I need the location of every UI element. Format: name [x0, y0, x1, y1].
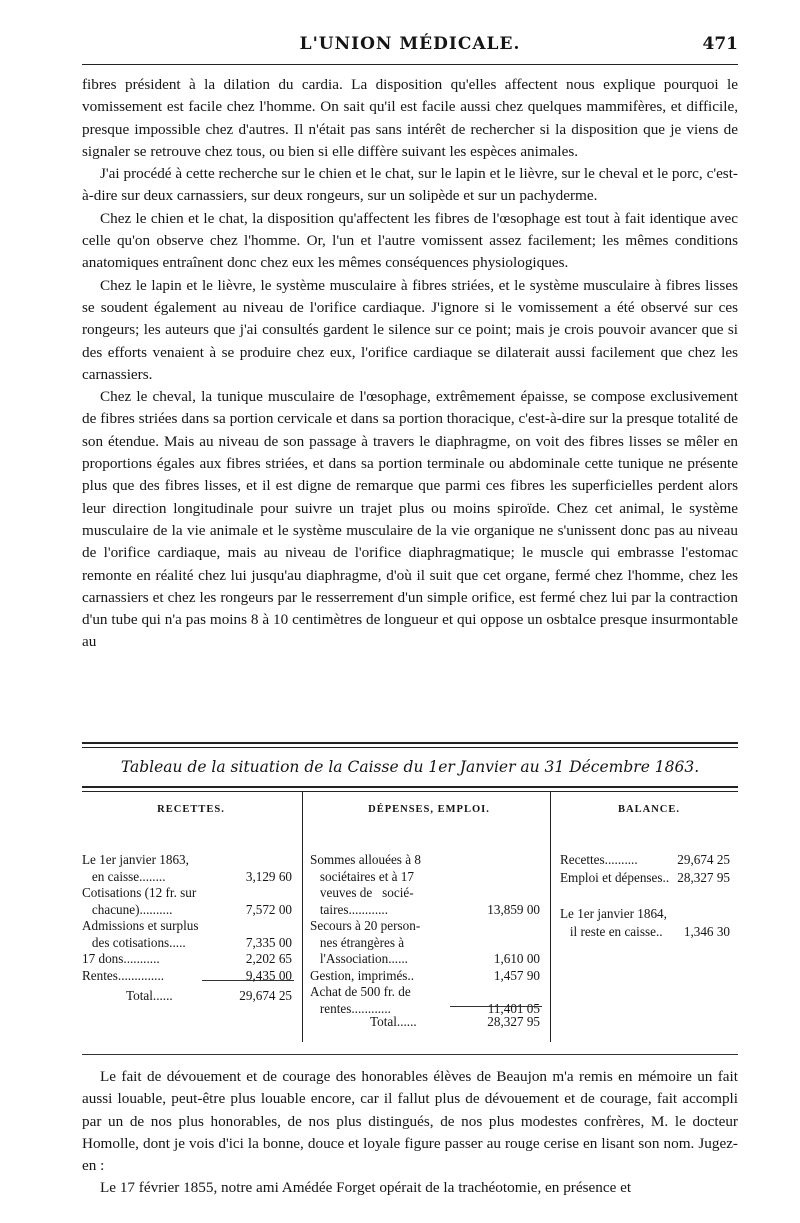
table-row: [310, 885, 548, 903]
row-label: Le 1er janvier 1863,: [82, 852, 189, 867]
table-row: [82, 935, 300, 953]
table-row: [82, 968, 300, 986]
table-row: [560, 924, 738, 942]
row-value: 28,327 95: [677, 870, 730, 885]
table-row: [82, 951, 300, 969]
cash-table: [82, 792, 738, 1042]
column-divider: [302, 792, 303, 1042]
total-label: Total......: [370, 1014, 417, 1029]
recettes-heading: RECETTES.: [157, 804, 225, 815]
balance-heading: BALANCE.: [618, 804, 680, 815]
table-row: [310, 852, 548, 870]
article-body: [82, 74, 738, 654]
balance-column: [560, 792, 738, 1042]
table-row: [560, 852, 738, 870]
recettes-column: [82, 792, 300, 1042]
row-label: veuves de socié-: [310, 885, 414, 900]
row-value: 7,572 00: [245, 901, 292, 917]
row-value: 1,610 00: [493, 951, 540, 966]
total-value: 29,674 25: [239, 988, 292, 1003]
row-label: sociétaires et à 17: [310, 868, 414, 884]
row-label: Cotisations (12 fr. sur: [82, 885, 197, 900]
row-value: 7,335 00: [245, 934, 292, 950]
row-label: Achat de 500 fr. de: [310, 984, 411, 999]
row-label: Secours à 20 person-: [310, 918, 421, 933]
row-value: 2,202 65: [245, 951, 292, 966]
table-row: [560, 888, 738, 906]
paragraph: Chez le chien et le chat, la disposition qu'affectent les fibres de l'œsophage est tout à fait identique avec celle qu'on observe chez l'homme. Or, l'un et l'autre vomissent assez facilement; les mêmes conditions anatomiques entraînent donc chez eux les mêmes conséquences physiologiques.: [82, 209, 738, 272]
paragraph: Chez le cheval, la tunique musculaire de l'œsophage, extrêmement épaisse, se compose exclusivement de fibres striées dans sa portion cervicale et dans sa portion thoracique, c'est-à-dire sur la presque totalité de son étendue. Mais au niveau de son passage à travers le diaphragme, on voit des fibres lisses se mêler en proportions égales aux fibres striées, et dans sa portion terminale ou abdominale cette tunique ne présente plus que des fibres lisses, et il est digne de remarque que parmi ces fibres les superficielles perdent alors leur direction longitudinale pour suivre un trajet plus ou moins spiroïde. Chez cet animal, le système musculaire de la vie animale et le système musculaire de la vie organique ne s'unissent donc pas au niveau de l'orifice cardiaque, mais au niveau de l'orifice diaphragmatique; le muscle qui embrasse l'estomac remonte en réalité chez lui jusqu'au diaphragme, d'où il suit que cet organe, fermé chez l'homme, chez les carnassiers et chez les rongeurs par le resserrement d'un simple orifice, est fermé chez lui par la contraction d'un tube qui n'a pas moins 8 à 10 centimètres de longueur et qui oppose un osbtalce presque insurmontable au: [82, 388, 738, 651]
row-label: Rentes..............: [82, 967, 165, 983]
table-row: [82, 918, 300, 936]
row-value: 11,401 05: [487, 1000, 540, 1016]
row-label: nes étrangères à: [310, 934, 405, 950]
row-value: 1,346 30: [683, 924, 730, 939]
row-label: rentes............: [310, 1000, 391, 1016]
table-row: [310, 918, 548, 936]
sum-rule: [202, 980, 294, 981]
sum-rule: [450, 1006, 542, 1007]
row-label: Gestion, imprimés..: [310, 967, 415, 983]
paragraph: J'ai procédé à cette recherche sur le chien et le chat, sur le lapin et le lièvre, sur le cheval et le porc, c'est-à-dire sur deux carnassiers, sur deux rongeurs, sur un solipède et sur un pachyderme.: [82, 165, 738, 205]
row-value: 3,129 60: [245, 868, 292, 884]
table-row: [82, 852, 300, 870]
row-label: taires............: [310, 901, 389, 917]
row-label: Recettes..........: [560, 852, 638, 867]
table-row: [82, 885, 300, 903]
table-row: [310, 984, 548, 1002]
table-row: [310, 902, 548, 920]
table-row: [310, 869, 548, 887]
recettes-total: [82, 988, 300, 1006]
table-row: [82, 902, 300, 920]
table-title: Tableau de la situation de la Caisse du 1er Janvier au 31 Décembre 1863.: [120, 758, 700, 776]
row-value: 29,674 25: [677, 852, 730, 867]
row-label: Emploi et dépenses..: [560, 870, 670, 885]
total-value: 28,327 95: [487, 1014, 540, 1029]
column-divider: [550, 792, 551, 1042]
depenses-heading: DÉPENSES, EMPLOI.: [368, 804, 490, 815]
table-row: [560, 906, 738, 924]
depenses-total: [310, 1014, 548, 1032]
row-label: en caisse........: [82, 868, 166, 884]
paragraph: Le fait de dévouement et de courage des honorables élèves de Beaujon m'a remis en mémoire un fait aussi louable, peut-être plus louable encore, car il fallut plus de dévouement et de courage, fait accompli par un de nos plus honorables, de nos plus distingués, de nos plus modestes confrères, M. le docteur Homolle, dont je vois d'ici la bonne, douce et loyale figure passer au rouge cerise en lisant son nom. Jugez-en :: [82, 1068, 738, 1175]
row-value: 9,435 00: [245, 967, 292, 983]
journal-title: L'UNION MÉDICALE.: [299, 34, 521, 54]
table-top-rule: [82, 742, 738, 748]
closing-text: [82, 1066, 738, 1200]
row-label: l'Association......: [310, 951, 408, 966]
row-label: Admissions et surplus: [82, 918, 199, 933]
row-label: chacune)..........: [82, 901, 173, 917]
row-label: il reste en caisse..: [560, 924, 663, 939]
total-label: Total......: [126, 988, 173, 1003]
page-header: [82, 34, 738, 58]
row-label: des cotisations.....: [82, 934, 186, 950]
row-label: 17 dons...........: [82, 951, 160, 966]
table-bottom-rule: [82, 1054, 738, 1055]
paragraph: fibres président à la dilation du cardia. La disposition qu'elles affectent nous explique pourquoi le vomissement est facile chez l'homme. On sait qu'il est facile aussi chez quelques mammifères, et difficile, presque impossible chez d'autres. Il n'était pas sans intérêt de rechercher si la disposition que je viens de signaler se retrouve chez tous, ou bien si elle diffère suivant les espèces animales.: [82, 76, 738, 160]
header-rule: [82, 64, 738, 65]
row-label: Le 1er janvier 1864,: [560, 906, 667, 921]
table-row: [82, 869, 300, 887]
table-row: [310, 968, 548, 986]
page-number: 471: [702, 34, 738, 54]
table-row: [310, 951, 548, 969]
depenses-column: [310, 792, 548, 1042]
paragraph: Le 17 février 1855, notre ami Amédée Forget opérait de la trachéotomie, en présence et: [100, 1179, 632, 1197]
row-value: 1,457 90: [493, 967, 540, 983]
row-value: 13,859 00: [487, 901, 540, 917]
paragraph: Chez le lapin et le lièvre, le système musculaire à fibres striées, et le système musculaire à fibres lisses se soudent également au niveau de l'orifice cardiaque. J'ignore si le vomissement a été observé sur ces rongeurs; les auteurs que j'ai consultés gardent le silence sur ce point; mais je crois pouvoir avancer que si des efforts venaient à se produire chez eux, l'orifice cardiaque se dilaterait aussi facilement que chez les carnassiers.: [82, 276, 738, 383]
table-row: [310, 935, 548, 953]
table-row: [560, 870, 738, 888]
row-label: Sommes allouées à 8: [310, 852, 421, 867]
